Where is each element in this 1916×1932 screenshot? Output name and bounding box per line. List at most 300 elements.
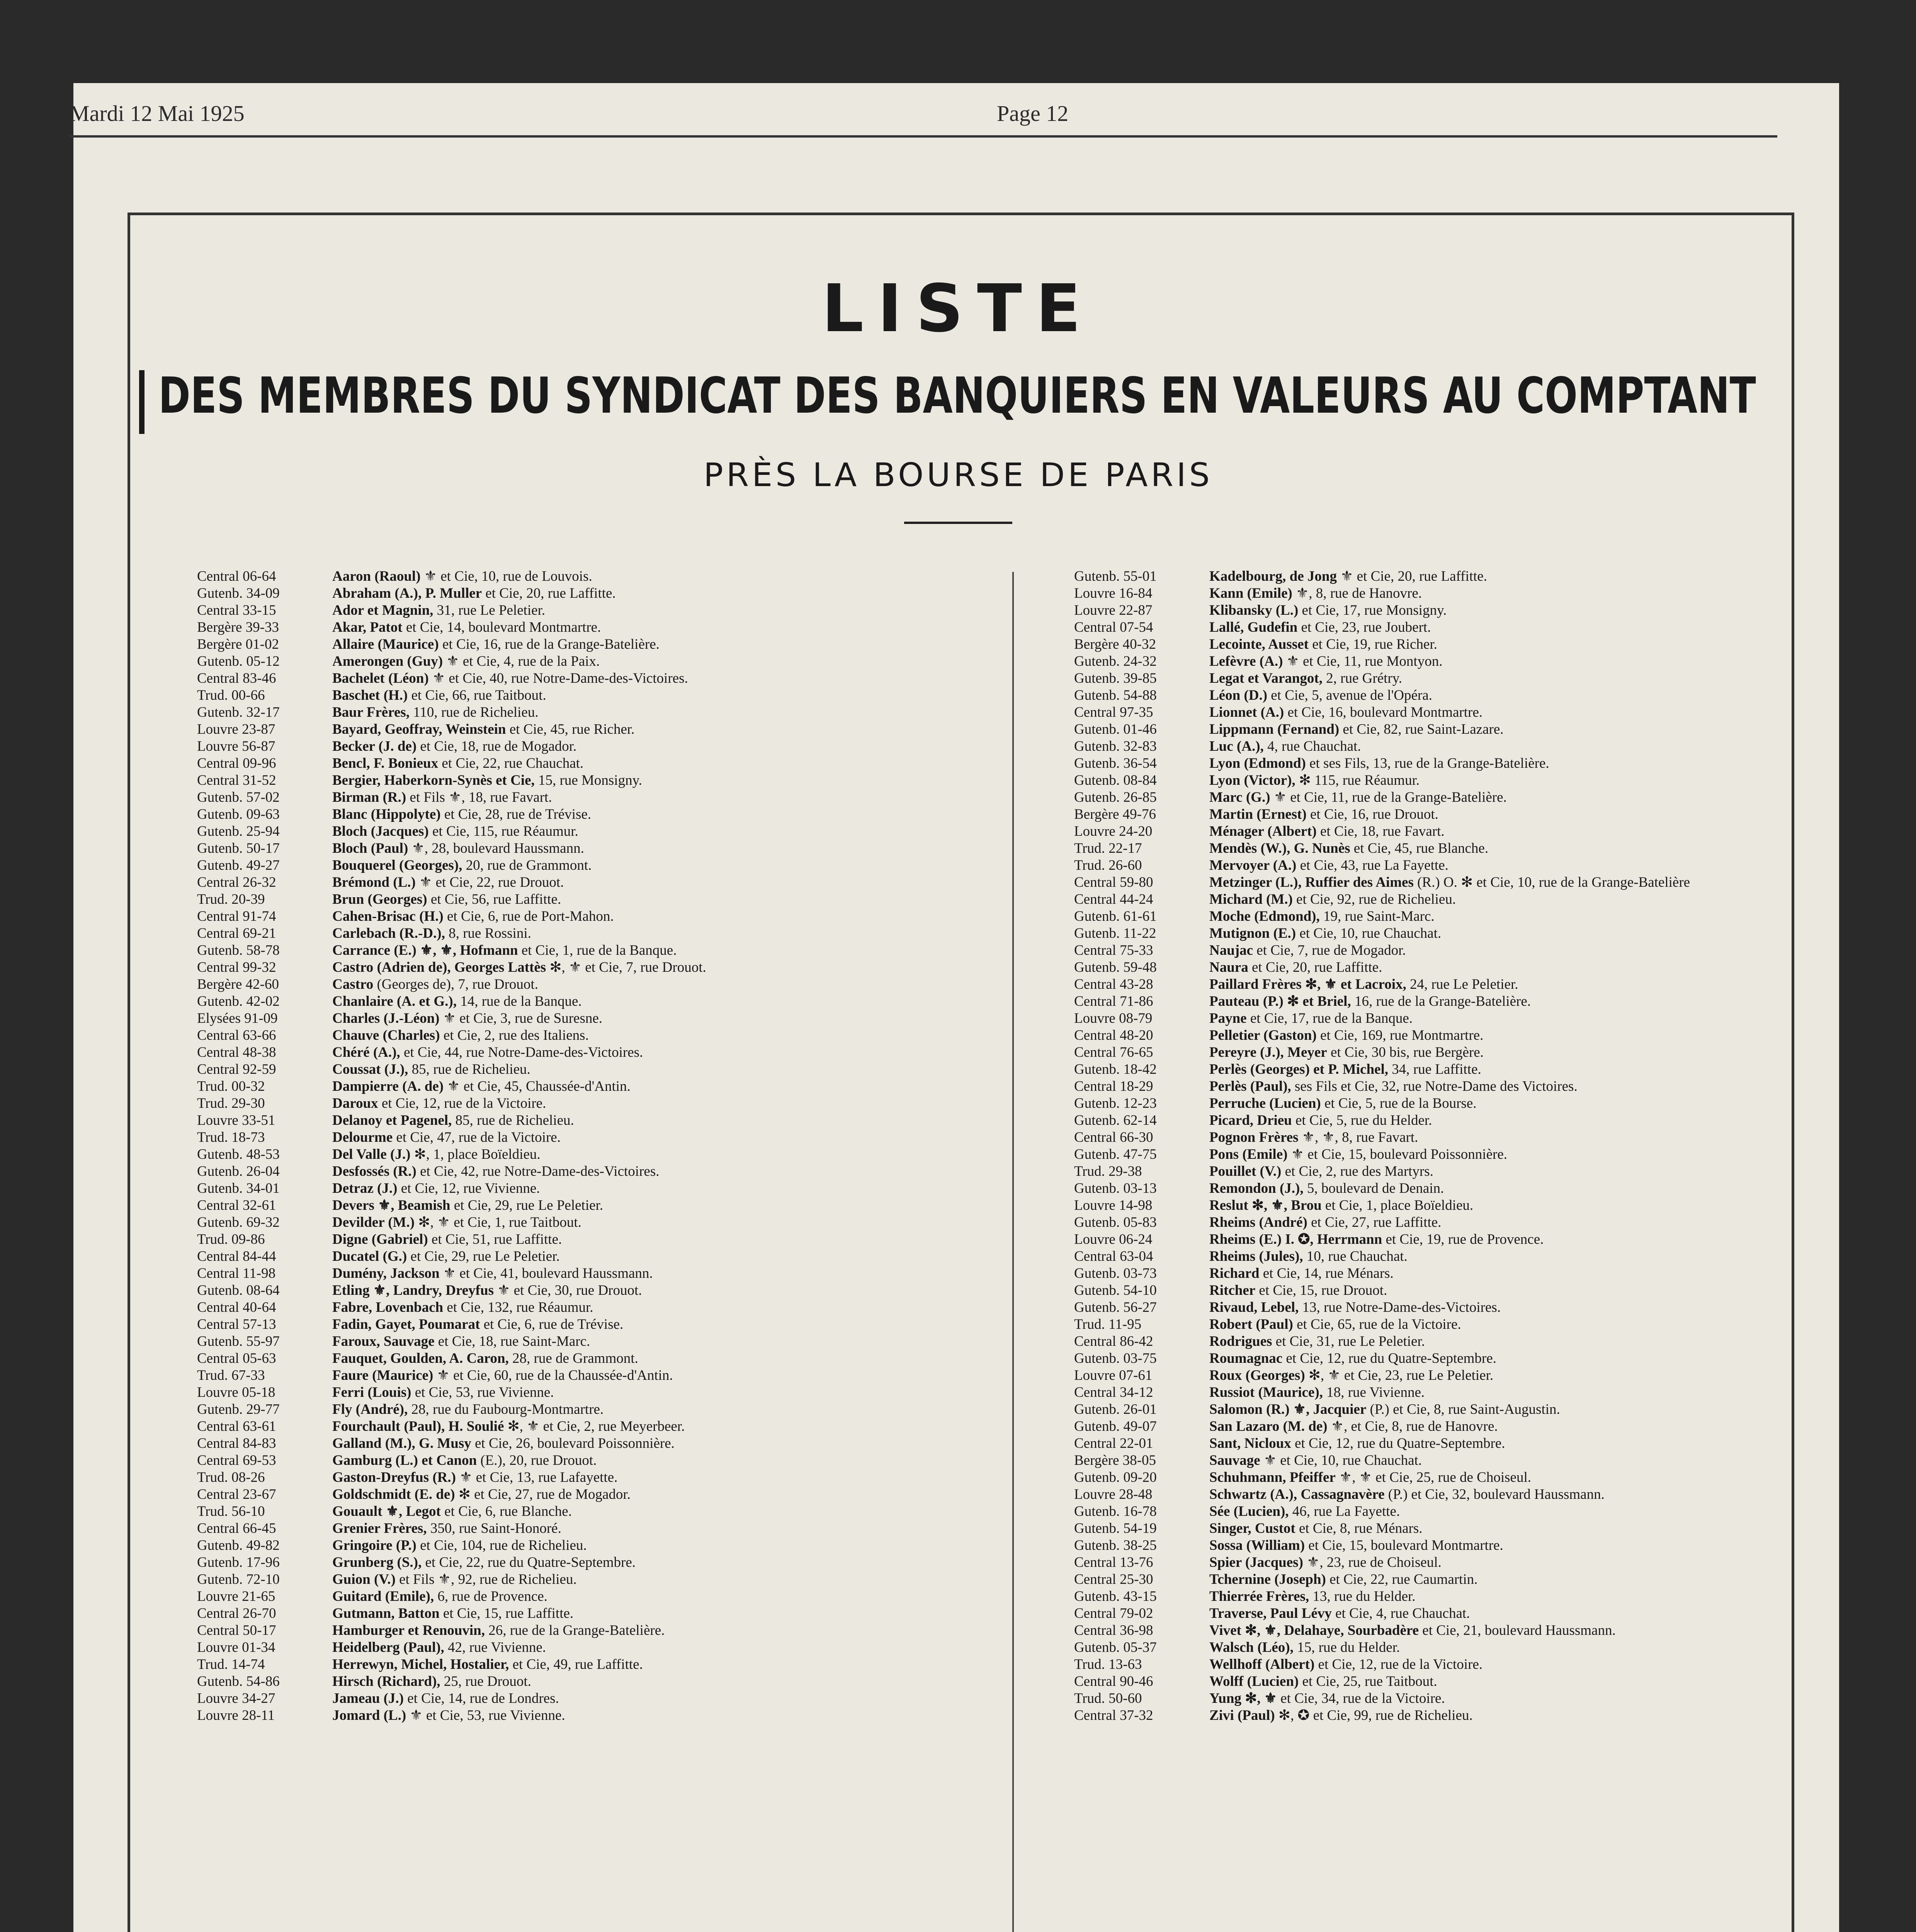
member-address: 42, rue Vivienne. — [448, 1639, 546, 1655]
member-name: Mervoyer (A.) — [1209, 857, 1297, 873]
member-address: et Cie, 12, rue Vivienne. — [401, 1180, 540, 1196]
member-phone: Gutenb. 08-64 — [197, 1282, 280, 1298]
member-address: et Cie, 47, rue de la Victoire. — [396, 1129, 561, 1145]
member-phone: Trud. 20-39 — [197, 891, 265, 907]
member-name: Allaire (Maurice) — [332, 636, 439, 652]
member-address: et Cie, 6, rue de Trévise. — [483, 1316, 624, 1332]
member-name: Rheims (E.) I. ✪, Herrmann — [1209, 1231, 1382, 1247]
member-phone: Gutenb. 24-32 — [1074, 653, 1157, 669]
member-name: Baschet (H.) — [332, 687, 408, 703]
members-column-right — [1074, 568, 1690, 1724]
member-address: et Cie, 30 bis, rue Bergère. — [1330, 1044, 1484, 1060]
member-phone: Trud. 22-17 — [1074, 840, 1142, 856]
member-phone: Gutenb. 12-23 — [1074, 1095, 1157, 1111]
member-name: San Lazaro (M. de) — [1209, 1418, 1328, 1434]
member-address: ✻, ⚜ et Cie, 2, rue Meyerbeer. — [507, 1418, 685, 1434]
member-address: 31, rue Le Peletier. — [437, 602, 546, 618]
member-address: et Cie, 65, rue de la Victoire. — [1297, 1316, 1461, 1332]
member-row — [1074, 1639, 1690, 1656]
member-address: et Cie, 20, rue Laffitte. — [485, 585, 616, 601]
member-row — [197, 1554, 706, 1571]
member-name: Tchernine (Joseph) — [1209, 1571, 1326, 1587]
member-address: et Cie, 14, rue de Londres. — [407, 1690, 559, 1706]
member-name: Devers ⚜, Beamish — [332, 1197, 451, 1213]
member-row — [197, 806, 706, 823]
member-name: Dampierre (A. de) — [332, 1078, 444, 1094]
member-phone: Gutenb. 11-22 — [1074, 925, 1156, 941]
title-bar — [139, 370, 145, 434]
member-phone: Gutenb. 57-02 — [197, 789, 280, 805]
member-row — [197, 1622, 706, 1639]
member-name: Mendès (W.), G. Nunès — [1209, 840, 1350, 856]
member-address: ⚜ et Cie, 30, rue Drouot. — [497, 1282, 642, 1298]
member-name: Legat et Varangot, — [1209, 670, 1323, 686]
member-row — [1074, 1367, 1690, 1384]
member-phone: Trud. 09-86 — [197, 1231, 265, 1247]
member-address: et Cie, 17, rue Monsigny. — [1302, 602, 1447, 618]
member-name: Etling ⚜, Landry, Dreyfus — [332, 1282, 494, 1298]
member-phone: Gutenb. 16-78 — [1074, 1503, 1157, 1519]
member-name: Castro (Adrien de), Georges Lattès — [332, 959, 546, 975]
member-name: Picard, Drieu — [1209, 1112, 1292, 1128]
member-row — [1074, 670, 1690, 687]
member-address: et Cie, 21, boulevard Haussmann. — [1422, 1622, 1616, 1638]
member-row — [1074, 636, 1690, 653]
member-name: Yung ✻, ⚜ — [1209, 1690, 1277, 1706]
member-address: 24, rue Le Peletier. — [1410, 976, 1518, 992]
member-name: Rodrigues — [1209, 1333, 1272, 1349]
member-row — [197, 1146, 706, 1163]
member-phone: Gutenb. 54-10 — [1074, 1282, 1157, 1298]
member-address: et Cie, 12, rue de la Victoire. — [381, 1095, 546, 1111]
member-address: ✻, ✪ et Cie, 99, rue de Richelieu. — [1278, 1708, 1473, 1723]
member-name: Fadin, Gayet, Poumarat — [332, 1316, 480, 1332]
member-address: et Cie, 26, boulevard Poissonnière. — [475, 1435, 675, 1451]
member-row — [197, 1044, 706, 1061]
member-name: Charles (J.-Léon) — [332, 1010, 440, 1026]
member-phone: Central 92-59 — [197, 1061, 276, 1077]
member-row — [197, 1350, 706, 1367]
member-address: ⚜ et Cie, 45, Chaussée-d'Antin. — [447, 1078, 631, 1094]
member-phone: Central 86-42 — [1074, 1333, 1153, 1349]
member-row — [1074, 1095, 1690, 1112]
member-phone: Louvre 56-87 — [197, 738, 275, 754]
member-phone: Central 91-74 — [197, 908, 276, 924]
member-row — [197, 925, 706, 942]
member-name: Gringoire (P.) — [332, 1537, 417, 1553]
member-phone: Gutenb. 61-61 — [1074, 908, 1157, 924]
member-name: Coussat (J.), — [332, 1061, 408, 1077]
member-address: (P.) et Cie, 8, rue Saint-Augustin. — [1370, 1401, 1560, 1417]
member-address: et Cie, 92, rue de Richelieu. — [1296, 891, 1456, 907]
member-row — [197, 891, 706, 908]
member-name: Gutmann, Batton — [332, 1605, 440, 1621]
member-row — [197, 636, 706, 653]
member-name: Spier (Jacques) — [1209, 1554, 1303, 1570]
member-row — [1074, 1656, 1690, 1673]
member-row — [197, 1452, 706, 1469]
member-address: et Cie, 18, rue Favart. — [1320, 823, 1445, 839]
member-address: et Cie, 18, rue Saint-Marc. — [438, 1333, 590, 1349]
member-name: Lionnet (A.) — [1209, 704, 1284, 720]
member-name: Fauquet, Goulden, A. Caron, — [332, 1350, 509, 1366]
member-row — [197, 1095, 706, 1112]
member-address: 15, rue Monsigny. — [538, 772, 642, 788]
member-phone: Gutenb. 55-97 — [197, 1333, 280, 1349]
member-name: Heidelberg (Paul), — [332, 1639, 444, 1655]
member-row — [197, 993, 706, 1010]
member-name: Faure (Maurice) — [332, 1367, 434, 1383]
member-phone: Gutenb. 56-27 — [1074, 1299, 1157, 1315]
member-phone: Gutenb. 54-88 — [1074, 687, 1157, 703]
member-row — [197, 1673, 706, 1690]
member-row — [1074, 1673, 1690, 1690]
member-row — [1074, 619, 1690, 636]
member-phone: Central 05-63 — [197, 1350, 276, 1366]
member-row — [1074, 1707, 1690, 1724]
member-address: et Cie, 29, rue Le Peletier. — [454, 1197, 604, 1213]
member-name: Guion (V.) — [332, 1571, 396, 1587]
member-address: et Cie, 44, rue Notre-Dame-des-Victoires. — [403, 1044, 643, 1060]
member-address: 85, rue de Richelieu. — [455, 1112, 574, 1128]
member-address: et Cie, 14, rue Ménars. — [1263, 1265, 1394, 1281]
member-row — [197, 1384, 706, 1401]
member-address: ⚜ et Cie, 10, rue Chauchat. — [1263, 1452, 1422, 1468]
member-row — [197, 1469, 706, 1486]
member-address: 25, rue Drouot. — [444, 1673, 531, 1689]
member-row — [1074, 1384, 1690, 1401]
member-row — [1074, 1333, 1690, 1350]
member-phone: Louvre 06-24 — [1074, 1231, 1153, 1247]
member-address: et Cie, 29, rue Le Peletier. — [410, 1248, 560, 1264]
member-address: 4, rue Chauchat. — [1267, 738, 1361, 754]
member-address: et Cie, 82, rue Saint-Lazare. — [1343, 721, 1504, 737]
member-address: et Cie, 25, rue Taitbout. — [1302, 1673, 1437, 1689]
member-address: et Cie, 115, rue Réaumur. — [432, 823, 578, 839]
member-phone: Louvre 21-65 — [197, 1588, 275, 1604]
member-address: et Cie, 132, rue Réaumur. — [447, 1299, 593, 1315]
member-row — [1074, 908, 1690, 925]
member-address: ⚜ et Cie, 40, rue Notre-Dame-des-Victoires. — [432, 670, 688, 686]
member-phone: Louvre 34-27 — [197, 1690, 275, 1706]
member-phone: Bergère 38-05 — [1074, 1452, 1156, 1468]
member-phone: Gutenb. 49-82 — [197, 1537, 280, 1553]
member-address: 85, rue de Richelieu. — [411, 1061, 530, 1077]
member-address: et Cie, 45, rue Blanche. — [1353, 840, 1489, 856]
member-row — [197, 1690, 706, 1707]
member-name: Goldschmidt (E. de) — [332, 1486, 455, 1502]
member-phone: Central 66-30 — [1074, 1129, 1153, 1145]
member-row — [1074, 653, 1690, 670]
member-phone: Trud. 13-63 — [1074, 1656, 1142, 1672]
member-phone: Central 48-38 — [197, 1044, 276, 1060]
member-phone: Central 33-15 — [197, 602, 276, 618]
member-phone: Gutenb. 17-96 — [197, 1554, 280, 1570]
member-name: Akar, Patot — [332, 619, 403, 635]
member-address: ⚜, ⚜ et Cie, 25, rue de Choiseul. — [1339, 1469, 1531, 1485]
member-name: Carlebach (R.-D.), — [332, 925, 445, 941]
member-name: Roumagnac — [1209, 1350, 1283, 1366]
member-row — [1074, 1180, 1690, 1197]
member-name: Wellhoff (Albert) — [1209, 1656, 1315, 1672]
member-phone: Gutenb. 09-63 — [197, 806, 280, 822]
member-name: Salomon (R.) ⚜, Jacquier — [1209, 1401, 1367, 1417]
member-row — [1074, 840, 1690, 857]
member-name: Hirsch (Richard), — [332, 1673, 440, 1689]
member-row — [197, 585, 706, 602]
member-phone: Louvre 07-61 — [1074, 1367, 1153, 1383]
member-row — [1074, 1146, 1690, 1163]
member-address: 13, rue du Helder. — [1312, 1588, 1416, 1604]
member-phone: Gutenb. 26-04 — [197, 1163, 280, 1179]
member-row — [197, 619, 706, 636]
member-row — [197, 1027, 706, 1044]
member-name: Fourchault (Paul), H. Soulié — [332, 1418, 504, 1434]
member-name: Wolff (Lucien) — [1209, 1673, 1299, 1689]
member-row — [197, 1078, 706, 1095]
member-address: et Cie, 22, rue du Quatre-Septembre. — [425, 1554, 636, 1570]
member-row — [197, 670, 706, 687]
member-address: ✻ et Cie, 27, rue de Mogador. — [458, 1486, 631, 1502]
member-address: ✻, ⚜ et Cie, 1, rue Taitbout. — [418, 1214, 581, 1230]
member-name: Jameau (J.) — [332, 1690, 404, 1706]
member-row — [1074, 1588, 1690, 1605]
member-name: Guitard (Emile), — [332, 1588, 434, 1604]
member-phone: Central 83-46 — [197, 670, 276, 686]
member-address: et Cie, 19, rue de Provence. — [1386, 1231, 1544, 1247]
member-name: Russiot (Maurice), — [1209, 1384, 1323, 1400]
member-phone: Central 69-21 — [197, 925, 276, 941]
member-phone: Louvre 24-20 — [1074, 823, 1153, 839]
member-row — [1074, 891, 1690, 908]
member-row — [1074, 1469, 1690, 1486]
member-row — [1074, 789, 1690, 806]
member-name: Chanlaire (A. et G.), — [332, 993, 457, 1009]
member-phone: Central 69-53 — [197, 1452, 276, 1468]
member-phone: Central 23-67 — [197, 1486, 276, 1502]
members-column-left — [197, 568, 706, 1724]
header-page-number: Page 12 — [997, 101, 1069, 126]
member-phone: Trud. 29-38 — [1074, 1163, 1142, 1179]
member-row — [1074, 1027, 1690, 1044]
member-address: et Cie, 51, rue Laffitte. — [431, 1231, 562, 1247]
member-phone: Louvre 05-18 — [197, 1384, 275, 1400]
member-address: et Cie, 1, rue de la Banque. — [521, 942, 677, 958]
member-address: et Fils ⚜, 92, rue de Richelieu. — [399, 1571, 577, 1587]
member-phone: Central 63-04 — [1074, 1248, 1153, 1264]
member-row — [1074, 1129, 1690, 1146]
member-row — [197, 857, 706, 874]
member-address: et Cie, 16, boulevard Montmartre. — [1287, 704, 1482, 720]
member-address: et Cie, 31, rue Le Peletier. — [1275, 1333, 1425, 1349]
member-phone: Central 79-02 — [1074, 1605, 1153, 1621]
member-address: ⚜ et Cie, 15, boulevard Poissonnière. — [1291, 1146, 1508, 1162]
member-phone: Central 66-45 — [197, 1520, 276, 1536]
member-phone: Trud. 67-33 — [197, 1367, 265, 1383]
member-address: et Cie, 56, rue Laffitte. — [430, 891, 561, 907]
member-name: Martin (Ernest) — [1209, 806, 1307, 822]
member-phone: Gutenb. 49-27 — [197, 857, 280, 873]
member-phone: Trud. 29-30 — [197, 1095, 265, 1111]
member-address: ⚜ et Cie, 3, rue de Suresne. — [443, 1010, 603, 1026]
member-name: Perruche (Lucien) — [1209, 1095, 1321, 1111]
member-row — [1074, 1163, 1690, 1180]
member-phone: Central 31-52 — [197, 772, 276, 788]
member-phone: Gutenb. 72-10 — [197, 1571, 280, 1587]
member-phone: Central 84-83 — [197, 1435, 276, 1451]
member-phone: Central 44-24 — [1074, 891, 1153, 907]
member-row — [1074, 1214, 1690, 1231]
member-phone: Gutenb. 43-15 — [1074, 1588, 1157, 1604]
member-name: Abraham (A.), P. Muller — [332, 585, 482, 601]
member-name: Castro — [332, 976, 374, 992]
member-name: Delourme — [332, 1129, 393, 1145]
member-name: Gouault ⚜, Legot — [332, 1503, 441, 1519]
member-name: Lecointe, Ausset — [1209, 636, 1309, 652]
member-phone: Central 97-35 — [1074, 704, 1153, 720]
member-row — [197, 738, 706, 755]
member-row — [1074, 1486, 1690, 1503]
member-name: Fabre, Lovenbach — [332, 1299, 444, 1315]
member-row — [197, 1401, 706, 1418]
member-row — [197, 755, 706, 772]
member-name: Naura — [1209, 959, 1248, 975]
member-row — [197, 1537, 706, 1554]
member-row — [197, 1605, 706, 1622]
member-name: Perlès (Paul), — [1209, 1078, 1291, 1094]
member-row — [197, 823, 706, 840]
member-row — [197, 908, 706, 925]
member-address: et Cie, 34, rue de la Victoire. — [1280, 1690, 1445, 1706]
member-phone: Bergère 39-33 — [197, 619, 279, 635]
member-name: Thierrée Frères, — [1209, 1588, 1309, 1604]
member-name: Hamburger et Renouvin, — [332, 1622, 485, 1638]
member-row — [197, 1333, 706, 1350]
member-phone: Trud. 26-60 — [1074, 857, 1142, 873]
member-row — [1074, 1520, 1690, 1537]
member-phone: Gutenb. 32-83 — [1074, 738, 1157, 754]
member-row — [197, 1265, 706, 1282]
member-name: Moche (Edmond), — [1209, 908, 1320, 924]
member-phone: Gutenb. 39-85 — [1074, 670, 1157, 686]
member-row — [197, 1282, 706, 1299]
member-address: et Cie, 7, rue de Mogador. — [1256, 942, 1406, 958]
member-name: Paillard Frères ✻, ⚜ et Lacroix, — [1209, 976, 1406, 992]
member-name: Faroux, Sauvage — [332, 1333, 435, 1349]
member-name: Walsch (Léo), — [1209, 1639, 1294, 1655]
member-phone: Gutenb. 05-83 — [1074, 1214, 1157, 1230]
member-phone: Trud. 11-95 — [1074, 1316, 1142, 1332]
member-name: Lyon (Edmond) — [1209, 755, 1306, 771]
member-address: ses Fils et Cie, 32, rue Notre-Dame des Victoires. — [1294, 1078, 1578, 1094]
member-name: Lippmann (Fernand) — [1209, 721, 1340, 737]
member-phone: Trud. 00-32 — [197, 1078, 265, 1094]
member-phone: Louvre 28-48 — [1074, 1486, 1153, 1502]
member-row — [1074, 1112, 1690, 1129]
member-name: Pelletier (Gaston) — [1209, 1027, 1317, 1043]
member-name: Del Valle (J.) — [332, 1146, 411, 1162]
member-phone: Louvre 33-51 — [197, 1112, 275, 1128]
member-name: Pons (Emile) — [1209, 1146, 1288, 1162]
member-phone: Gutenb. 36-54 — [1074, 755, 1157, 771]
member-row — [197, 1639, 706, 1656]
member-row — [1074, 1554, 1690, 1571]
member-row — [197, 653, 706, 670]
member-name: Metzinger (L.), Ruffier des Aimes — [1209, 874, 1414, 890]
member-name: Ador et Magnin, — [332, 602, 434, 618]
member-row — [1074, 993, 1690, 1010]
member-address: 34, rue Laffitte. — [1392, 1061, 1481, 1077]
member-phone: Trud. 08-26 — [197, 1469, 265, 1485]
member-address: et Cie, 28, rue de Trévise. — [444, 806, 592, 822]
member-phone: Gutenb. 47-75 — [1074, 1146, 1157, 1162]
member-phone: Central 07-54 — [1074, 619, 1153, 635]
title-underline — [904, 522, 1012, 524]
member-phone: Gutenb. 69-32 — [197, 1214, 280, 1230]
member-name: Birman (R.) — [332, 789, 406, 805]
member-address: ✻, ⚜ et Cie, 7, rue Drouot. — [549, 959, 706, 975]
member-name: Lefèvre (A.) — [1209, 653, 1283, 669]
member-row — [1074, 1010, 1690, 1027]
member-address: ⚜, 8, rue de Hanovre. — [1296, 585, 1422, 601]
member-row — [1074, 704, 1690, 721]
member-row — [1074, 1690, 1690, 1707]
member-address: ⚜ et Cie, 11, rue Montyon. — [1286, 653, 1443, 669]
member-address: ⚜ et Cie, 10, rue de Louvois. — [424, 568, 592, 584]
member-phone: Central 75-33 — [1074, 942, 1153, 958]
member-name: Lallé, Gudefin — [1209, 619, 1298, 635]
member-address: (E.), 20, rue Drouot. — [480, 1452, 597, 1468]
member-name: Dumény, Jackson — [332, 1265, 440, 1281]
member-name: Traverse, Paul Lévy — [1209, 1605, 1332, 1621]
member-row — [197, 1571, 706, 1588]
member-address: et Cie, 19, rue Richer. — [1312, 636, 1437, 652]
member-address: ⚜, 28, boulevard Haussmann. — [411, 840, 584, 856]
member-name: Richard — [1209, 1265, 1260, 1281]
member-address: et Cie, 15, rue Drouot. — [1259, 1282, 1387, 1298]
member-address: et Cie, 10, rue Chauchat. — [1299, 925, 1442, 941]
member-address: et Cie, 12, rue du Quatre-Septembre. — [1286, 1350, 1496, 1366]
member-row — [197, 1418, 706, 1435]
member-address: et Cie, 22, rue Caumartin. — [1329, 1571, 1478, 1587]
member-address: ✻, ⚜ et Cie, 23, rue Le Peletier. — [1308, 1367, 1494, 1383]
member-name: Aaron (Raoul) — [332, 568, 421, 584]
member-name: Michard (M.) — [1209, 891, 1293, 907]
member-row — [197, 1112, 706, 1129]
member-phone: Central 57-13 — [197, 1316, 276, 1332]
member-name: Amerongen (Guy) — [332, 653, 443, 669]
member-phone: Central 32-61 — [197, 1197, 276, 1213]
member-phone: Central 34-12 — [1074, 1384, 1153, 1400]
member-row — [1074, 1350, 1690, 1367]
member-name: Blanc (Hippolyte) — [332, 806, 441, 822]
member-row — [197, 976, 706, 993]
member-row — [197, 687, 706, 704]
member-row — [197, 874, 706, 891]
member-address: ⚜, 23, rue de Choiseul. — [1307, 1554, 1442, 1570]
member-name: Pouillet (V.) — [1209, 1163, 1282, 1179]
member-row — [1074, 738, 1690, 755]
member-row — [197, 1588, 706, 1605]
member-row — [197, 1129, 706, 1146]
member-phone: Gutenb. 54-86 — [197, 1673, 280, 1689]
member-name: Detraz (J.) — [332, 1180, 398, 1196]
member-address: et Cie, 53, rue Vivienne. — [415, 1384, 554, 1400]
member-address: 6, rue de Provence. — [437, 1588, 547, 1604]
member-address: et Cie, 14, boulevard Montmartre. — [406, 619, 601, 635]
member-row — [197, 602, 706, 619]
member-phone: Central 84-44 — [197, 1248, 276, 1264]
